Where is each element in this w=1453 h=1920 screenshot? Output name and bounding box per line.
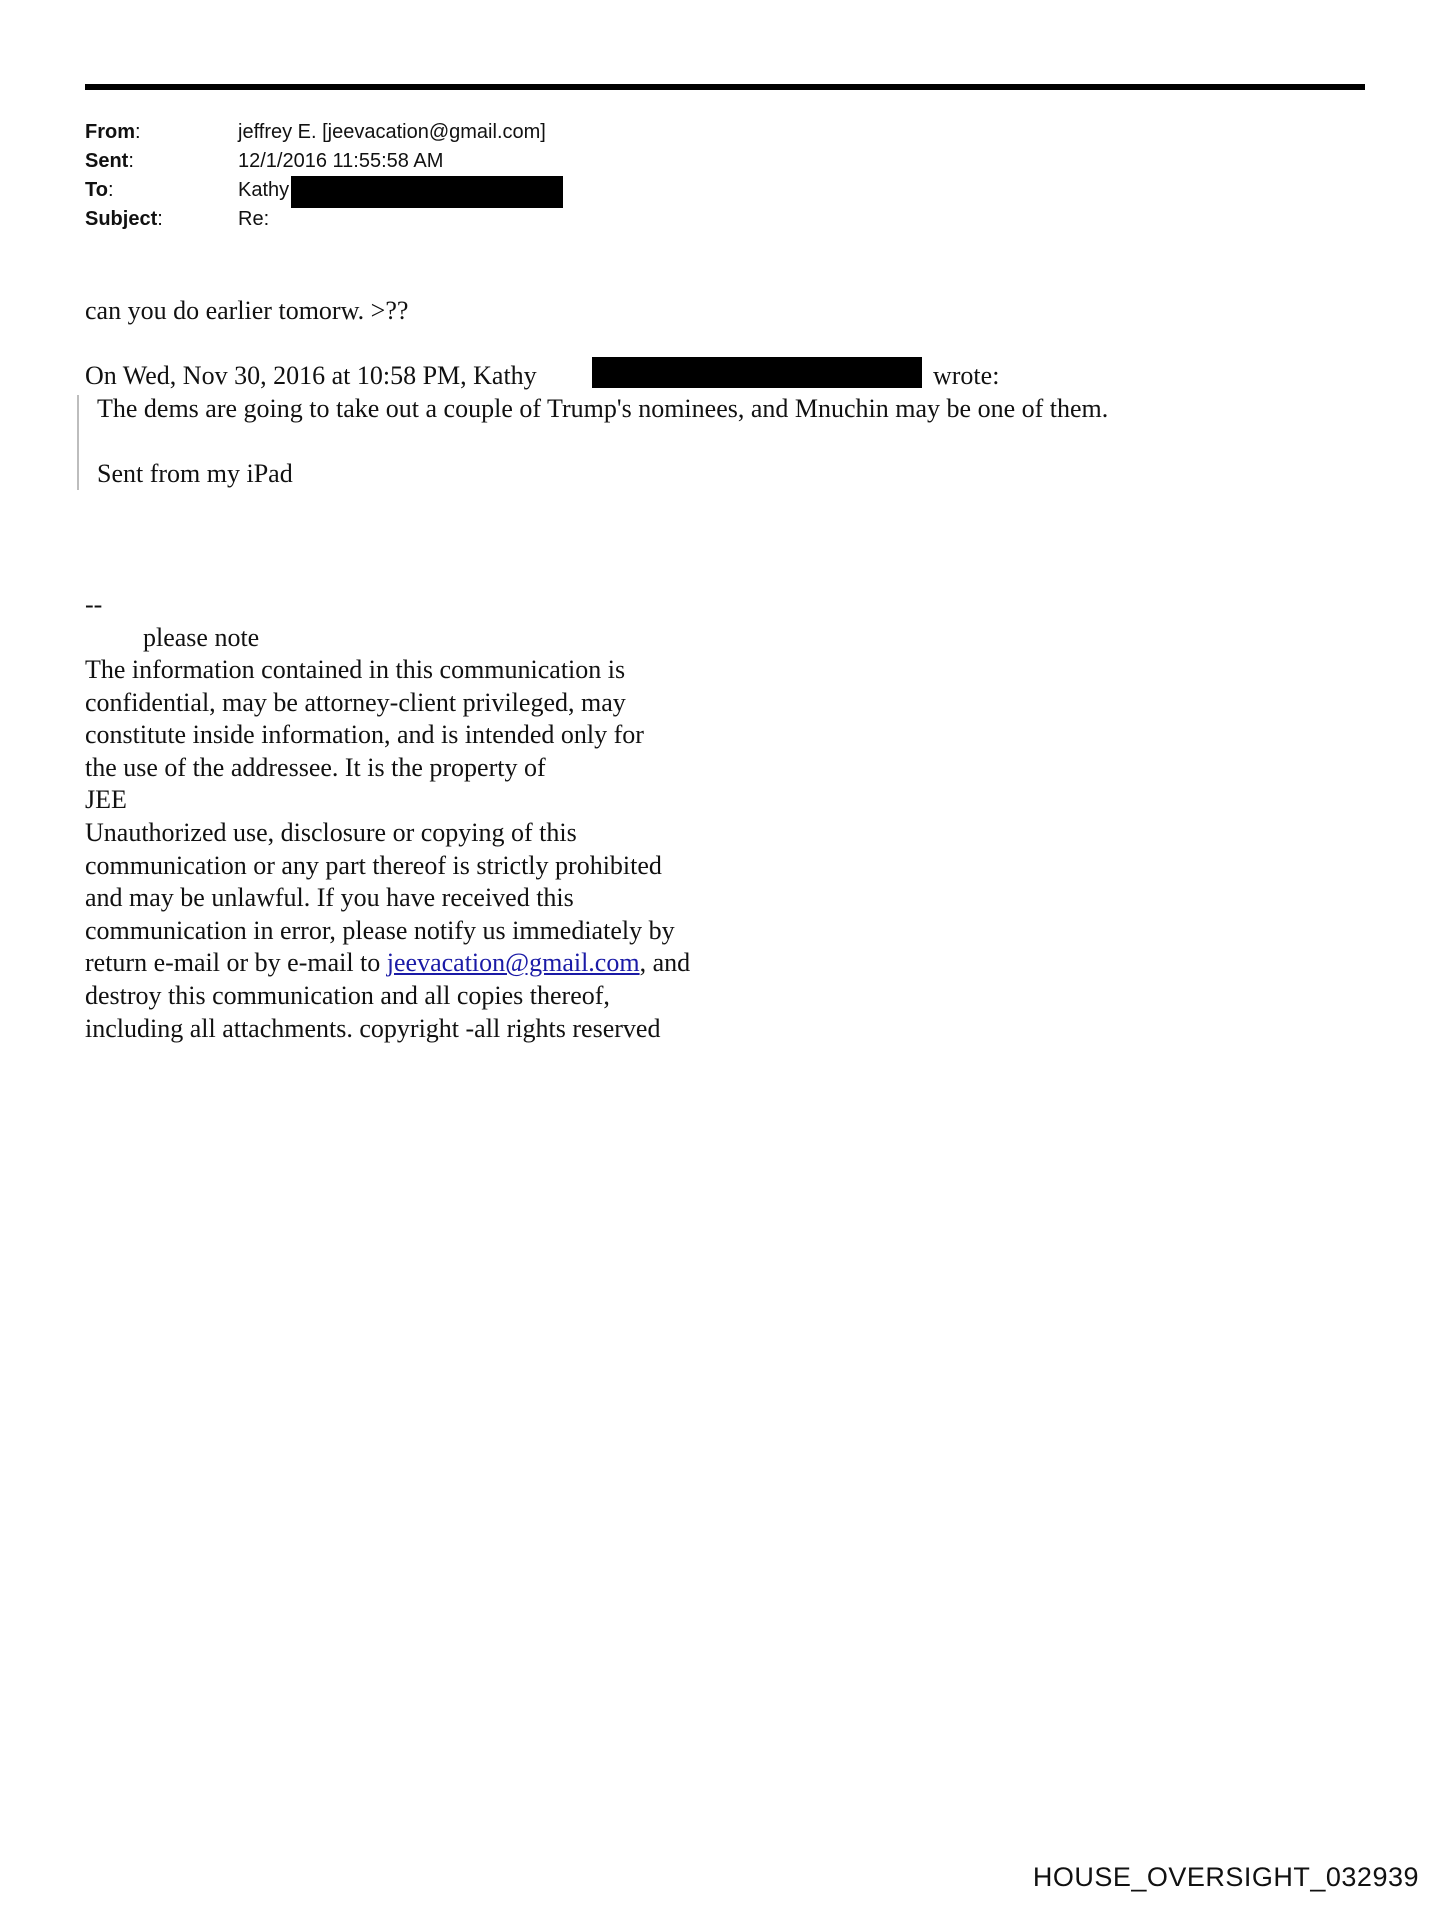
disclaimer-line: confidential, may be attorney-client privileged, may — [85, 687, 626, 717]
disclaimer-line: JEE — [85, 785, 127, 815]
link-prefix: return e-mail or by e-mail to — [85, 948, 387, 978]
header-rule — [85, 84, 1365, 90]
quote-intro-line — [85, 359, 1000, 392]
from-label: From: — [85, 121, 141, 143]
disclaimer-line: Unauthorized use, disclosure or copying of this — [85, 817, 577, 847]
disclaimer-line: and may be unlawful. If you have received this — [85, 883, 574, 913]
link-suffix: , and — [639, 948, 691, 978]
disclaimer-line: The information contained in this communication is — [85, 655, 626, 684]
disclaimer-line: including all attachments. copyright -all rights reserved — [85, 1013, 661, 1043]
header-subject-row — [85, 205, 563, 234]
bates-number: HOUSE_OVERSIGHT_032939 — [1032, 1862, 1419, 1892]
disclaimer-line: constitute inside information, and is intended only for — [85, 720, 644, 750]
subject-value: Re: — [238, 208, 270, 230]
quote-wrote-text: wrote: — [933, 361, 1000, 390]
header-sent-row — [85, 147, 563, 176]
header-from-row — [85, 118, 563, 147]
to-redaction-block — [291, 176, 563, 208]
disclaimer-line: destroy this communication and all copies thereof, — [85, 980, 610, 1010]
sent-value: 12/1/2016 11:55:58 AM — [238, 150, 444, 172]
to-recipient-name: Kathy — [238, 179, 290, 201]
quoted-sent-from: Sent from my iPad — [97, 459, 293, 488]
quote-bar — [77, 395, 79, 490]
header-to-row — [85, 176, 563, 205]
reply-text: can you do earlier tomorw. >?? — [85, 296, 409, 325]
disclaimer-link-line — [85, 946, 690, 979]
disclaimer-line: the use of the addressee. It is the property of — [85, 752, 546, 782]
to-value — [238, 174, 563, 208]
sent-label: Sent: — [85, 150, 134, 172]
disclaimer-line: communication in error, please notify us immediately by — [85, 915, 675, 945]
to-label: To: — [85, 179, 114, 201]
signature-separator: -- — [85, 590, 103, 619]
from-value: jeffrey E. [jeevacation@gmail.com] — [238, 121, 546, 143]
disclaimer-line: communication or any part thereof is strictly prohibited — [85, 850, 662, 880]
subject-label: Subject: — [85, 208, 163, 230]
quote-intro-text: On Wed, Nov 30, 2016 at 10:58 PM, Kathy — [85, 361, 537, 390]
email-header — [85, 118, 563, 234]
signature-note: please note — [143, 623, 260, 652]
quoted-message-body: The dems are going to take out a couple of Trump's nominees, and Mnuchin may be one of them. — [97, 394, 1109, 423]
confidentiality-disclaimer — [85, 653, 690, 1044]
quote-redaction-block — [592, 357, 922, 388]
email-link[interactable]: jeevacation@gmail.com — [386, 948, 640, 978]
